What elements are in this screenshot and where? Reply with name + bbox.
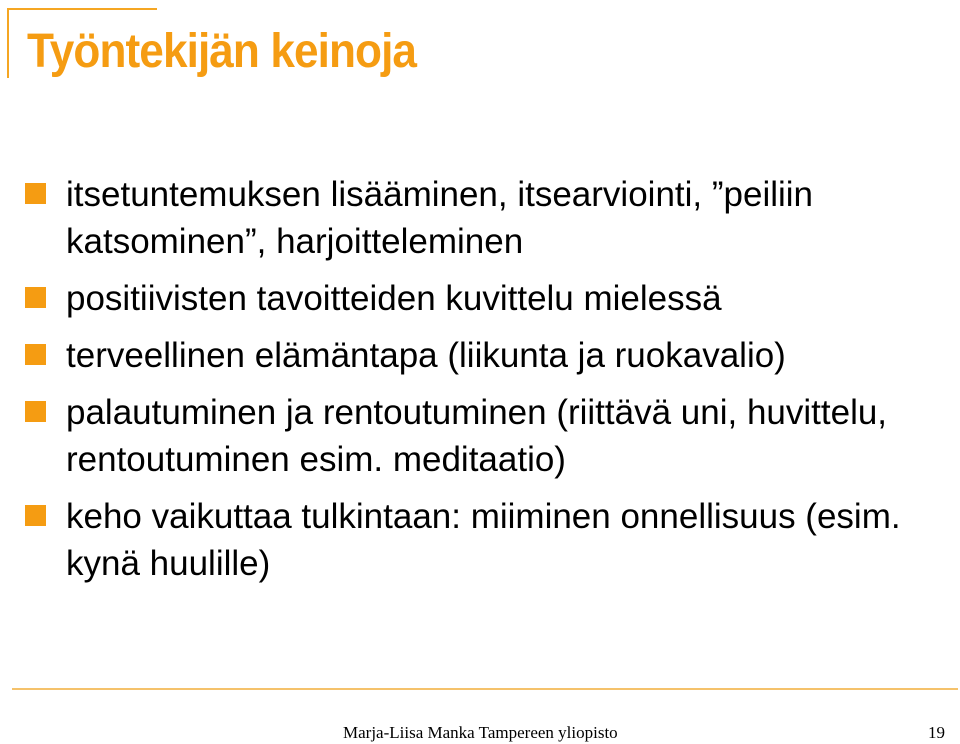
title-accent-line-vertical xyxy=(7,8,9,78)
bullet-item xyxy=(25,493,935,587)
bullet-list xyxy=(25,171,935,597)
footer-divider xyxy=(12,688,958,690)
slide-title: Työntekijän keinoja xyxy=(27,25,417,78)
bullet-item xyxy=(25,332,935,379)
bullet-text: positiivisten tavoitteiden kuvittelu mielessä xyxy=(66,279,722,318)
square-bullet-icon xyxy=(25,401,46,422)
bullet-text: itsetuntemuksen lisääminen, itsearviointi, ”peiliin katsominen”, harjoitteleminen xyxy=(66,175,814,261)
square-bullet-icon xyxy=(25,287,46,308)
bullet-item xyxy=(25,389,935,483)
square-bullet-icon xyxy=(25,505,46,526)
bullet-text: palautuminen ja rentoutuminen (riittävä uni, huvittelu, rentoutuminen esim. meditaatio) xyxy=(66,393,888,479)
bullet-item xyxy=(25,171,935,265)
bullet-item xyxy=(25,275,935,322)
bullet-text: keho vaikuttaa tulkintaan: miiminen onnellisuus (esim. kynä huulille) xyxy=(66,497,901,583)
square-bullet-icon xyxy=(25,183,46,204)
footer-author: Marja-Liisa Manka Tampereen yliopisto xyxy=(343,723,618,742)
bullet-text: terveellinen elämäntapa (liikunta ja ruokavalio) xyxy=(66,336,786,375)
title-accent-line-horizontal xyxy=(7,8,157,10)
page-number: 19 xyxy=(928,723,945,742)
square-bullet-icon xyxy=(25,344,46,365)
